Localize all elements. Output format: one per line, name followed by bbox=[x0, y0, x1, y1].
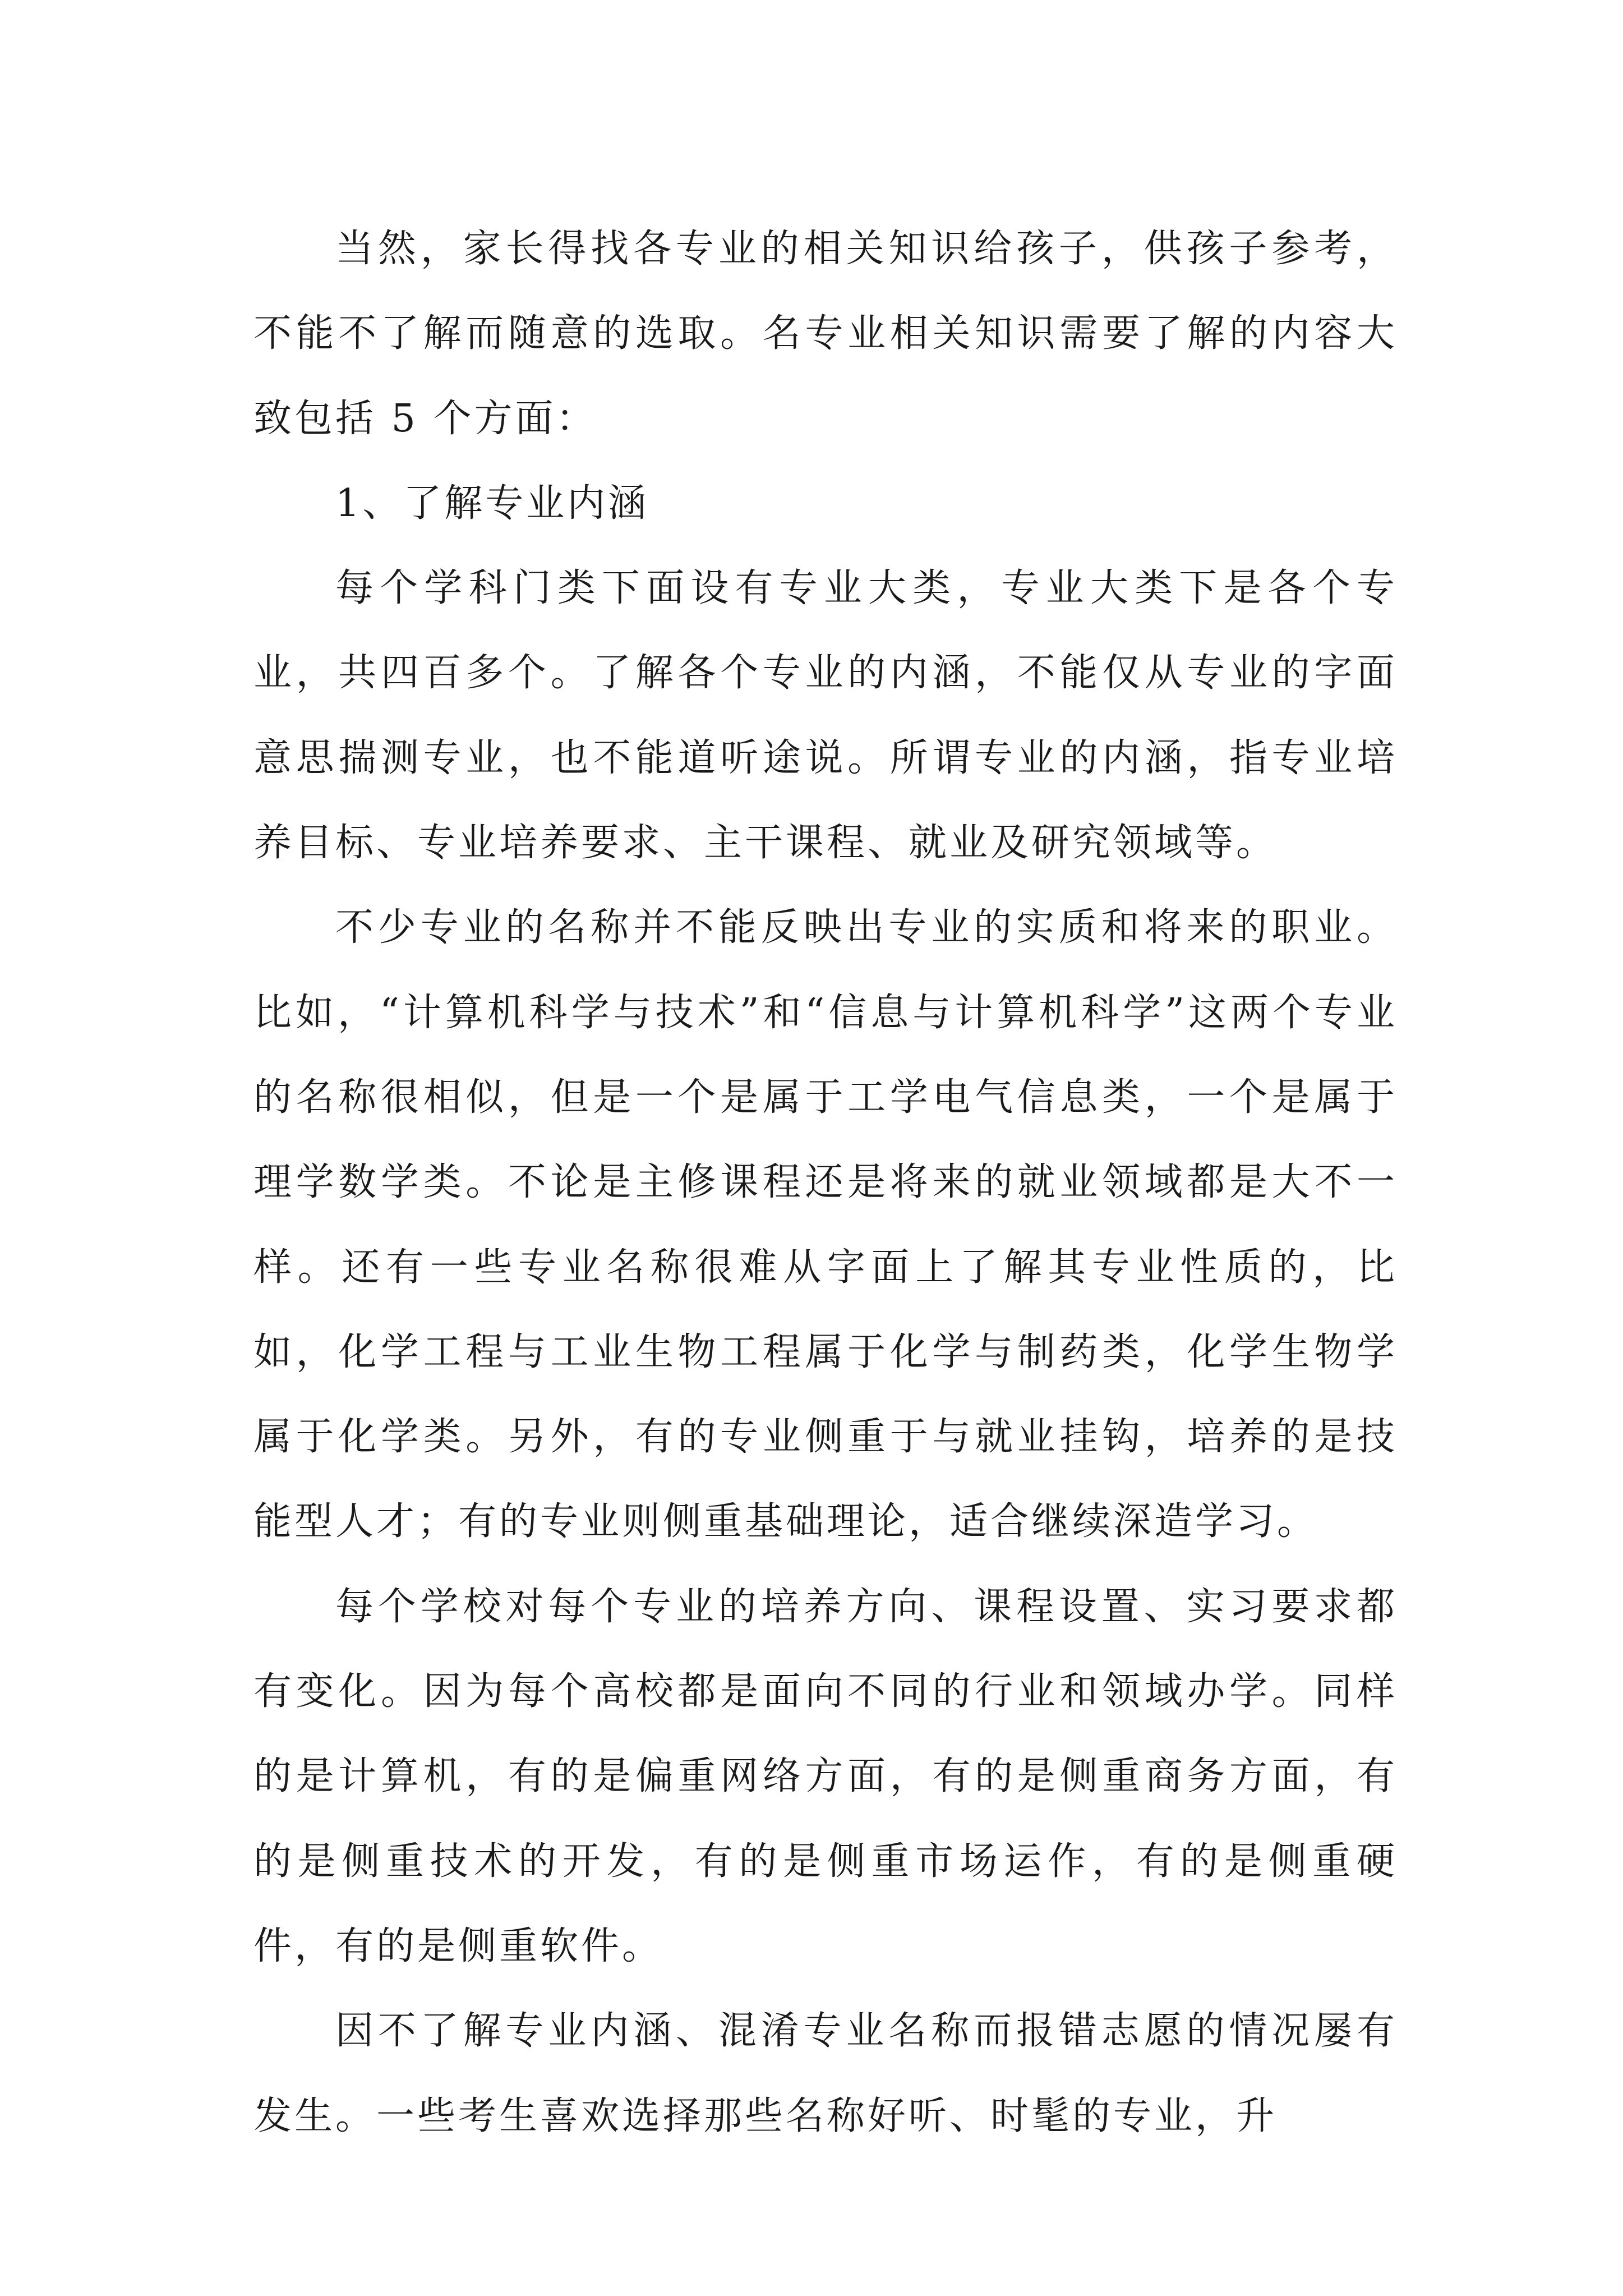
paragraph-intro: 当然，家长得找各专业的相关知识给孩子，供孩子参考，不能不了解而随意的选取。名专业相关知识需要了解的内容大致包括 5 个方面： bbox=[253, 227, 1398, 441]
heading-understand-major-connotation: 1、了解专业内涵 bbox=[335, 481, 649, 526]
paragraph-major-names: 不少专业的名称并不能反映出专业的实质和将来的职业。比如，“计算机科学与技术”和“信息与计算机科学”这两个专业的名称很相似，但是一个是属于工学电气信息类，一个是属于理学数学类。不论是主修课程还是将来的就业领域都是大不一样。还有一些专业名称很难从字面上了解其专业性质的，比如，化学工程与工业生物工程属于化学与制药类，化学生物学属于化学类。另外，有的专业侧重于与就业挂钩，培养的是技能型人才；有的专业则侧重基础理论，适合继续深造学习。 bbox=[253, 905, 1398, 1544]
paragraph-wrong-choices: 因不了解专业内涵、混淆专业名称而报错志愿的情况屡有发生。一些考生喜欢选择那些名称好听、时髦的专业，升 bbox=[253, 2009, 1398, 2138]
document-body bbox=[253, 206, 1398, 2159]
paragraph-major-categories: 每个学科门类下面设有专业大类，专业大类下是各个专业，共四百多个。了解各个专业的内涵，不能仅从专业的字面意思揣测专业，也不能道听途说。所谓专业的内涵，指专业培养目标、专业培养要求、主干课程、就业及研究领域等。 bbox=[253, 566, 1398, 866]
paragraph-school-differences: 每个学校对每个专业的培养方向、课程设置、实习要求都有变化。因为每个高校都是面向不同的行业和领域办学。同样的是计算机，有的是偏重网络方面，有的是侧重商务方面，有的是侧重技术的开发，有的是侧重市场运作，有的是侧重硬件，有的是侧重软件。 bbox=[253, 1584, 1398, 1968]
